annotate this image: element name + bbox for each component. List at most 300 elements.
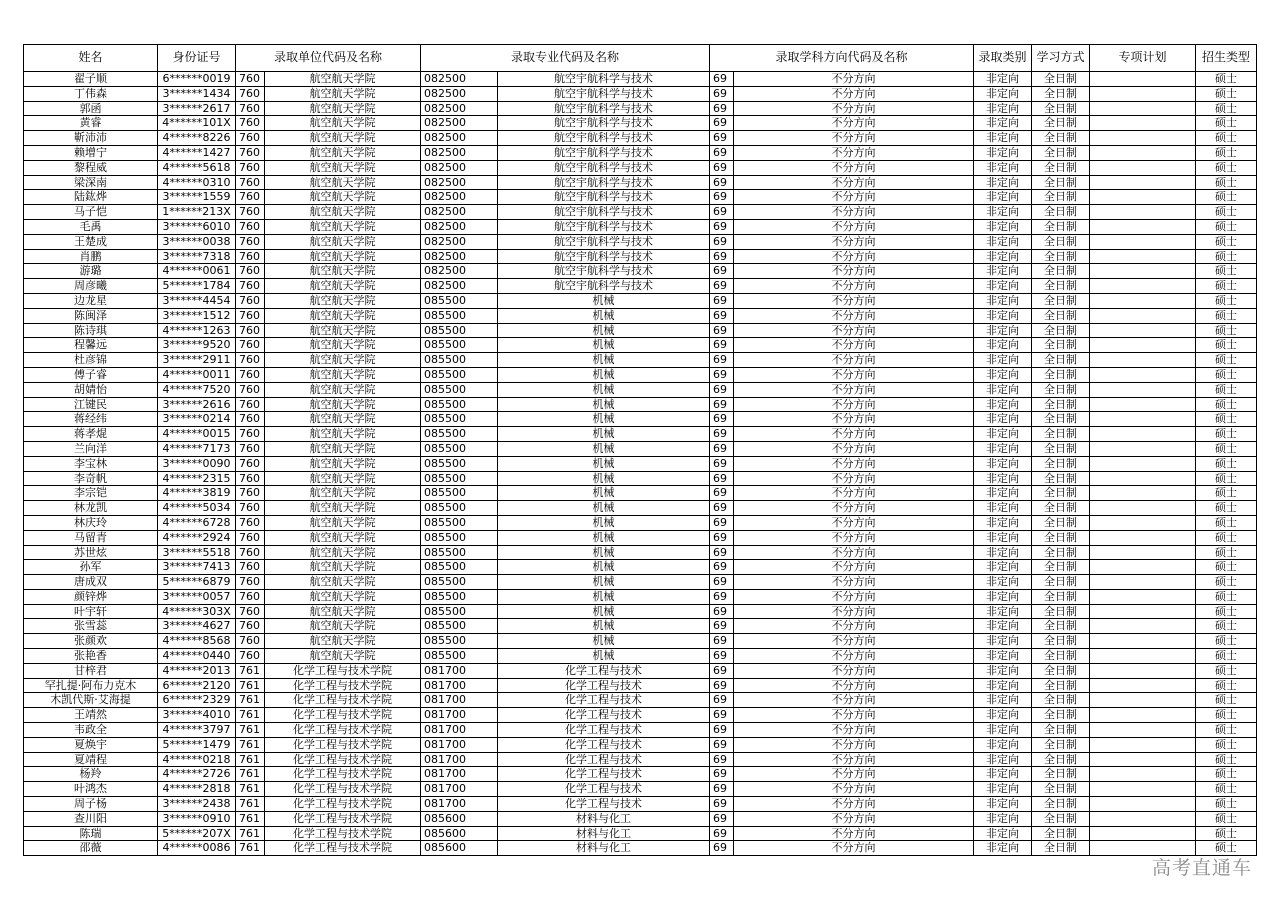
cell-category: 非定向: [974, 353, 1032, 368]
cell-major-name: 机械: [498, 471, 710, 486]
cell-major-name: 机械: [498, 338, 710, 353]
cell-category: 非定向: [974, 826, 1032, 841]
cell-direction-code: 69: [710, 723, 734, 738]
cell-category: 非定向: [974, 663, 1032, 678]
cell-id-number: 3******2617: [158, 101, 236, 116]
cell-direction-name: 不分方向: [734, 308, 974, 323]
table-row: [24, 649, 1257, 664]
cell-major-name: 材料与化工: [498, 841, 710, 856]
cell-id-number: 3******0057: [158, 589, 236, 604]
cell-study-mode: 全日制: [1032, 205, 1090, 220]
cell-direction-code: 69: [710, 589, 734, 604]
cell-major-name: 航空宇航科学与技术: [498, 101, 710, 116]
cell-enroll-type: 硕士: [1196, 767, 1257, 782]
cell-category: 非定向: [974, 190, 1032, 205]
cell-major-name: 机械: [498, 441, 710, 456]
cell-category: 非定向: [974, 249, 1032, 264]
cell-id-number: 4******8226: [158, 131, 236, 146]
cell-category: 非定向: [974, 501, 1032, 516]
table-row: [24, 589, 1257, 604]
cell-special-plan: [1090, 471, 1196, 486]
cell-enroll-type: 硕士: [1196, 589, 1257, 604]
cell-enroll-type: 硕士: [1196, 131, 1257, 146]
cell-enroll-type: 硕士: [1196, 708, 1257, 723]
cell-direction-name: 不分方向: [734, 190, 974, 205]
cell-special-plan: [1090, 367, 1196, 382]
cell-enroll-type: 硕士: [1196, 811, 1257, 826]
cell-study-mode: 全日制: [1032, 767, 1090, 782]
cell-unit-code: 760: [236, 397, 265, 412]
cell-unit-code: 760: [236, 589, 265, 604]
cell-special-plan: [1090, 101, 1196, 116]
cell-category: 非定向: [974, 530, 1032, 545]
cell-direction-code: 69: [710, 190, 734, 205]
cell-direction-name: 不分方向: [734, 382, 974, 397]
cell-unit-name: 航空航天学院: [265, 190, 421, 205]
cell-major-code: 085500: [421, 619, 498, 634]
cell-direction-code: 69: [710, 693, 734, 708]
cell-direction-code: 69: [710, 604, 734, 619]
cell-id-number: 3******4627: [158, 619, 236, 634]
cell-major-name: 航空宇航科学与技术: [498, 175, 710, 190]
cell-name: 李奇帆: [24, 471, 158, 486]
cell-unit-code: 760: [236, 234, 265, 249]
table-row: [24, 723, 1257, 738]
cell-direction-code: 69: [710, 367, 734, 382]
cell-unit-name: 化学工程与技术学院: [265, 723, 421, 738]
cell-major-code: 082500: [421, 86, 498, 101]
cell-direction-code: 69: [710, 530, 734, 545]
cell-enroll-type: 硕士: [1196, 737, 1257, 752]
table-row: [24, 72, 1257, 87]
cell-major-code: 085600: [421, 826, 498, 841]
cell-id-number: 4******2924: [158, 530, 236, 545]
table-row: [24, 116, 1257, 131]
cell-major-code: 082500: [421, 249, 498, 264]
cell-major-code: 085500: [421, 486, 498, 501]
table-row: [24, 530, 1257, 545]
cell-direction-code: 69: [710, 663, 734, 678]
table-row: [24, 234, 1257, 249]
cell-category: 非定向: [974, 131, 1032, 146]
cell-direction-name: 不分方向: [734, 323, 974, 338]
cell-enroll-type: 硕士: [1196, 397, 1257, 412]
table-row: [24, 249, 1257, 264]
cell-major-code: 085500: [421, 397, 498, 412]
cell-unit-code: 760: [236, 367, 265, 382]
cell-name: 张雪蕊: [24, 619, 158, 634]
cell-major-name: 化学工程与技术: [498, 737, 710, 752]
cell-enroll-type: 硕士: [1196, 501, 1257, 516]
cell-unit-name: 航空航天学院: [265, 308, 421, 323]
cell-special-plan: [1090, 649, 1196, 664]
cell-unit-code: 760: [236, 412, 265, 427]
cell-major-code: 082500: [421, 101, 498, 116]
table-row: [24, 397, 1257, 412]
cell-id-number: 4******101X: [158, 116, 236, 131]
cell-unit-name: 航空航天学院: [265, 604, 421, 619]
cell-major-name: 机械: [498, 634, 710, 649]
cell-unit-code: 760: [236, 101, 265, 116]
cell-name: 唐成双: [24, 575, 158, 590]
cell-major-name: 航空宇航科学与技术: [498, 190, 710, 205]
cell-unit-code: 761: [236, 767, 265, 782]
cell-direction-code: 69: [710, 811, 734, 826]
cell-unit-code: 760: [236, 131, 265, 146]
cell-category: 非定向: [974, 456, 1032, 471]
cell-id-number: 4******5618: [158, 160, 236, 175]
cell-enroll-type: 硕士: [1196, 841, 1257, 856]
cell-direction-code: 69: [710, 471, 734, 486]
cell-enroll-type: 硕士: [1196, 797, 1257, 812]
cell-major-code: 085500: [421, 353, 498, 368]
cell-name: 林庆玲: [24, 515, 158, 530]
cell-id-number: 4******0440: [158, 649, 236, 664]
cell-id-number: 4******5034: [158, 501, 236, 516]
cell-study-mode: 全日制: [1032, 530, 1090, 545]
cell-enroll-type: 硕士: [1196, 367, 1257, 382]
cell-direction-code: 69: [710, 501, 734, 516]
cell-enroll-type: 硕士: [1196, 515, 1257, 530]
cell-name: 胡婧怡: [24, 382, 158, 397]
cell-unit-name: 航空航天学院: [265, 205, 421, 220]
cell-unit-code: 761: [236, 811, 265, 826]
cell-major-code: 081700: [421, 678, 498, 693]
cell-major-name: 机械: [498, 382, 710, 397]
cell-direction-name: 不分方向: [734, 397, 974, 412]
cell-category: 非定向: [974, 338, 1032, 353]
cell-special-plan: [1090, 619, 1196, 634]
cell-major-code: 085500: [421, 338, 498, 353]
cell-direction-code: 69: [710, 737, 734, 752]
cell-name: 边龙星: [24, 293, 158, 308]
cell-category: 非定向: [974, 101, 1032, 116]
cell-name: 丁伟森: [24, 86, 158, 101]
cell-unit-code: 760: [236, 456, 265, 471]
cell-special-plan: [1090, 234, 1196, 249]
cell-major-code: 085500: [421, 323, 498, 338]
cell-unit-name: 化学工程与技术学院: [265, 708, 421, 723]
cell-direction-code: 69: [710, 634, 734, 649]
cell-study-mode: 全日制: [1032, 441, 1090, 456]
cell-id-number: 4******6728: [158, 515, 236, 530]
cell-name: 蒋经纬: [24, 412, 158, 427]
cell-special-plan: [1090, 264, 1196, 279]
cell-unit-code: 760: [236, 249, 265, 264]
cell-major-name: 机械: [498, 604, 710, 619]
table-row: [24, 619, 1257, 634]
cell-id-number: 5******1784: [158, 279, 236, 294]
cell-major-code: 085500: [421, 649, 498, 664]
cell-unit-name: 航空航天学院: [265, 234, 421, 249]
cell-major-name: 机械: [498, 323, 710, 338]
cell-study-mode: 全日制: [1032, 353, 1090, 368]
cell-major-name: 航空宇航科学与技术: [498, 205, 710, 220]
cell-enroll-type: 硕士: [1196, 353, 1257, 368]
cell-unit-name: 化学工程与技术学院: [265, 693, 421, 708]
cell-direction-code: 69: [710, 353, 734, 368]
cell-name: 叶宇轩: [24, 604, 158, 619]
cell-unit-code: 760: [236, 575, 265, 590]
cell-unit-name: 航空航天学院: [265, 131, 421, 146]
cell-study-mode: 全日制: [1032, 575, 1090, 590]
cell-name: 邵薇: [24, 841, 158, 856]
cell-name: 张颜欢: [24, 634, 158, 649]
cell-special-plan: [1090, 293, 1196, 308]
cell-direction-code: 69: [710, 841, 734, 856]
cell-unit-code: 760: [236, 279, 265, 294]
cell-major-code: 085500: [421, 382, 498, 397]
cell-unit-name: 航空航天学院: [265, 72, 421, 87]
cell-direction-name: 不分方向: [734, 797, 974, 812]
cell-name: 罕扎提·阿布力克木: [24, 678, 158, 693]
cell-name: 木凯代斯·艾海提: [24, 693, 158, 708]
cell-direction-name: 不分方向: [734, 486, 974, 501]
table-row: [24, 412, 1257, 427]
admission-table: [23, 44, 1257, 856]
cell-major-code: 082500: [421, 219, 498, 234]
cell-study-mode: 全日制: [1032, 723, 1090, 738]
cell-study-mode: 全日制: [1032, 175, 1090, 190]
cell-direction-code: 69: [710, 160, 734, 175]
cell-direction-name: 不分方向: [734, 131, 974, 146]
cell-special-plan: [1090, 575, 1196, 590]
cell-major-code: 085500: [421, 471, 498, 486]
table-body: [24, 72, 1257, 856]
cell-special-plan: [1090, 663, 1196, 678]
cell-name: 毛禹: [24, 219, 158, 234]
cell-direction-name: 不分方向: [734, 86, 974, 101]
cell-enroll-type: 硕士: [1196, 471, 1257, 486]
cell-category: 非定向: [974, 86, 1032, 101]
cell-direction-name: 不分方向: [734, 545, 974, 560]
cell-unit-code: 760: [236, 619, 265, 634]
cell-id-number: 3******2616: [158, 397, 236, 412]
cell-enroll-type: 硕士: [1196, 264, 1257, 279]
cell-unit-code: 761: [236, 826, 265, 841]
table-row: [24, 604, 1257, 619]
cell-direction-code: 69: [710, 205, 734, 220]
cell-id-number: 3******1434: [158, 86, 236, 101]
cell-enroll-type: 硕士: [1196, 826, 1257, 841]
cell-special-plan: [1090, 190, 1196, 205]
cell-major-code: 081700: [421, 752, 498, 767]
cell-direction-name: 不分方向: [734, 693, 974, 708]
cell-direction-name: 不分方向: [734, 560, 974, 575]
cell-id-number: 6******0019: [158, 72, 236, 87]
cell-category: 非定向: [974, 145, 1032, 160]
cell-special-plan: [1090, 530, 1196, 545]
cell-major-name: 化学工程与技术: [498, 693, 710, 708]
table-row: [24, 515, 1257, 530]
table-row: [24, 101, 1257, 116]
cell-unit-code: 761: [236, 737, 265, 752]
cell-direction-name: 不分方向: [734, 767, 974, 782]
cell-direction-code: 69: [710, 308, 734, 323]
cell-special-plan: [1090, 811, 1196, 826]
cell-major-code: 085500: [421, 427, 498, 442]
cell-unit-name: 航空航天学院: [265, 264, 421, 279]
cell-major-code: 085500: [421, 293, 498, 308]
cell-direction-name: 不分方向: [734, 663, 974, 678]
cell-unit-name: 化学工程与技术学院: [265, 767, 421, 782]
cell-major-name: 化学工程与技术: [498, 782, 710, 797]
cell-direction-code: 69: [710, 234, 734, 249]
cell-major-name: 机械: [498, 397, 710, 412]
table-row: [24, 737, 1257, 752]
table-row: [24, 190, 1257, 205]
table-row: [24, 338, 1257, 353]
cell-unit-name: 航空航天学院: [265, 634, 421, 649]
cell-id-number: 1******213X: [158, 205, 236, 220]
cell-unit-code: 760: [236, 604, 265, 619]
cell-unit-name: 化学工程与技术学院: [265, 782, 421, 797]
cell-direction-name: 不分方向: [734, 471, 974, 486]
cell-category: 非定向: [974, 560, 1032, 575]
cell-direction-name: 不分方向: [734, 279, 974, 294]
cell-major-name: 机械: [498, 619, 710, 634]
cell-study-mode: 全日制: [1032, 486, 1090, 501]
cell-id-number: 4******3819: [158, 486, 236, 501]
cell-id-number: 4******303X: [158, 604, 236, 619]
table-row: [24, 663, 1257, 678]
cell-direction-name: 不分方向: [734, 841, 974, 856]
cell-direction-name: 不分方向: [734, 249, 974, 264]
cell-special-plan: [1090, 737, 1196, 752]
cell-category: 非定向: [974, 323, 1032, 338]
cell-direction-name: 不分方向: [734, 752, 974, 767]
cell-enroll-type: 硕士: [1196, 190, 1257, 205]
cell-name: 程馨远: [24, 338, 158, 353]
cell-major-name: 机械: [498, 575, 710, 590]
cell-special-plan: [1090, 797, 1196, 812]
cell-study-mode: 全日制: [1032, 234, 1090, 249]
cell-unit-name: 航空航天学院: [265, 160, 421, 175]
cell-major-name: 化学工程与技术: [498, 678, 710, 693]
cell-special-plan: [1090, 782, 1196, 797]
cell-name: 叶鸿杰: [24, 782, 158, 797]
cell-unit-name: 航空航天学院: [265, 575, 421, 590]
cell-special-plan: [1090, 723, 1196, 738]
cell-id-number: 4******0310: [158, 175, 236, 190]
cell-major-code: 082500: [421, 72, 498, 87]
cell-category: 非定向: [974, 397, 1032, 412]
cell-direction-name: 不分方向: [734, 116, 974, 131]
cell-study-mode: 全日制: [1032, 116, 1090, 131]
cell-direction-code: 69: [710, 101, 734, 116]
cell-direction-code: 69: [710, 338, 734, 353]
cell-study-mode: 全日制: [1032, 589, 1090, 604]
cell-major-name: 化学工程与技术: [498, 708, 710, 723]
cell-unit-name: 航空航天学院: [265, 338, 421, 353]
cell-name: 颜锌烨: [24, 589, 158, 604]
cell-category: 非定向: [974, 293, 1032, 308]
cell-direction-name: 不分方向: [734, 145, 974, 160]
cell-unit-name: 航空航天学院: [265, 589, 421, 604]
cell-enroll-type: 硕士: [1196, 486, 1257, 501]
cell-direction-code: 69: [710, 486, 734, 501]
table-row: [24, 160, 1257, 175]
cell-name: 陆鈜烨: [24, 190, 158, 205]
cell-direction-code: 69: [710, 767, 734, 782]
cell-major-name: 化学工程与技术: [498, 797, 710, 812]
cell-id-number: 4******3797: [158, 723, 236, 738]
cell-id-number: 4******1427: [158, 145, 236, 160]
cell-category: 非定向: [974, 693, 1032, 708]
col-header-study-mode: 学习方式: [1032, 45, 1090, 72]
cell-unit-name: 化学工程与技术学院: [265, 811, 421, 826]
cell-direction-code: 69: [710, 131, 734, 146]
cell-study-mode: 全日制: [1032, 382, 1090, 397]
cell-unit-name: 航空航天学院: [265, 441, 421, 456]
cell-unit-code: 761: [236, 708, 265, 723]
cell-name: 陈诗琪: [24, 323, 158, 338]
cell-id-number: 4******0011: [158, 367, 236, 382]
cell-study-mode: 全日制: [1032, 545, 1090, 560]
cell-study-mode: 全日制: [1032, 811, 1090, 826]
cell-major-name: 材料与化工: [498, 826, 710, 841]
cell-name: 杜彦锦: [24, 353, 158, 368]
cell-name: 周子杨: [24, 797, 158, 812]
cell-unit-name: 航空航天学院: [265, 560, 421, 575]
cell-direction-code: 69: [710, 575, 734, 590]
cell-direction-name: 不分方向: [734, 678, 974, 693]
cell-id-number: 3******0038: [158, 234, 236, 249]
cell-unit-code: 760: [236, 649, 265, 664]
cell-enroll-type: 硕士: [1196, 338, 1257, 353]
cell-direction-name: 不分方向: [734, 826, 974, 841]
cell-major-code: 081700: [421, 708, 498, 723]
cell-unit-name: 航空航天学院: [265, 249, 421, 264]
cell-major-code: 081700: [421, 737, 498, 752]
cell-unit-code: 760: [236, 338, 265, 353]
cell-major-name: 机械: [498, 308, 710, 323]
cell-special-plan: [1090, 486, 1196, 501]
table-header-row: [24, 45, 1257, 72]
cell-category: 非定向: [974, 797, 1032, 812]
cell-unit-name: 航空航天学院: [265, 471, 421, 486]
cell-unit-name: 化学工程与技术学院: [265, 841, 421, 856]
cell-unit-name: 航空航天学院: [265, 619, 421, 634]
table-row: [24, 145, 1257, 160]
cell-id-number: 3******7318: [158, 249, 236, 264]
cell-category: 非定向: [974, 634, 1032, 649]
cell-name: 李宝林: [24, 456, 158, 471]
cell-category: 非定向: [974, 575, 1032, 590]
cell-major-name: 航空宇航科学与技术: [498, 131, 710, 146]
cell-major-name: 航空宇航科学与技术: [498, 264, 710, 279]
cell-special-plan: [1090, 353, 1196, 368]
cell-study-mode: 全日制: [1032, 367, 1090, 382]
cell-major-code: 081700: [421, 693, 498, 708]
cell-major-name: 航空宇航科学与技术: [498, 160, 710, 175]
cell-enroll-type: 硕士: [1196, 72, 1257, 87]
cell-major-code: 082500: [421, 279, 498, 294]
cell-category: 非定向: [974, 752, 1032, 767]
cell-major-code: 085500: [421, 560, 498, 575]
cell-id-number: 4******1263: [158, 323, 236, 338]
cell-special-plan: [1090, 219, 1196, 234]
cell-direction-code: 69: [710, 219, 734, 234]
cell-category: 非定向: [974, 782, 1032, 797]
cell-enroll-type: 硕士: [1196, 782, 1257, 797]
cell-unit-code: 760: [236, 530, 265, 545]
cell-direction-name: 不分方向: [734, 604, 974, 619]
col-header-name: 姓名: [24, 45, 158, 72]
cell-id-number: 3******0090: [158, 456, 236, 471]
cell-study-mode: 全日制: [1032, 293, 1090, 308]
cell-special-plan: [1090, 456, 1196, 471]
